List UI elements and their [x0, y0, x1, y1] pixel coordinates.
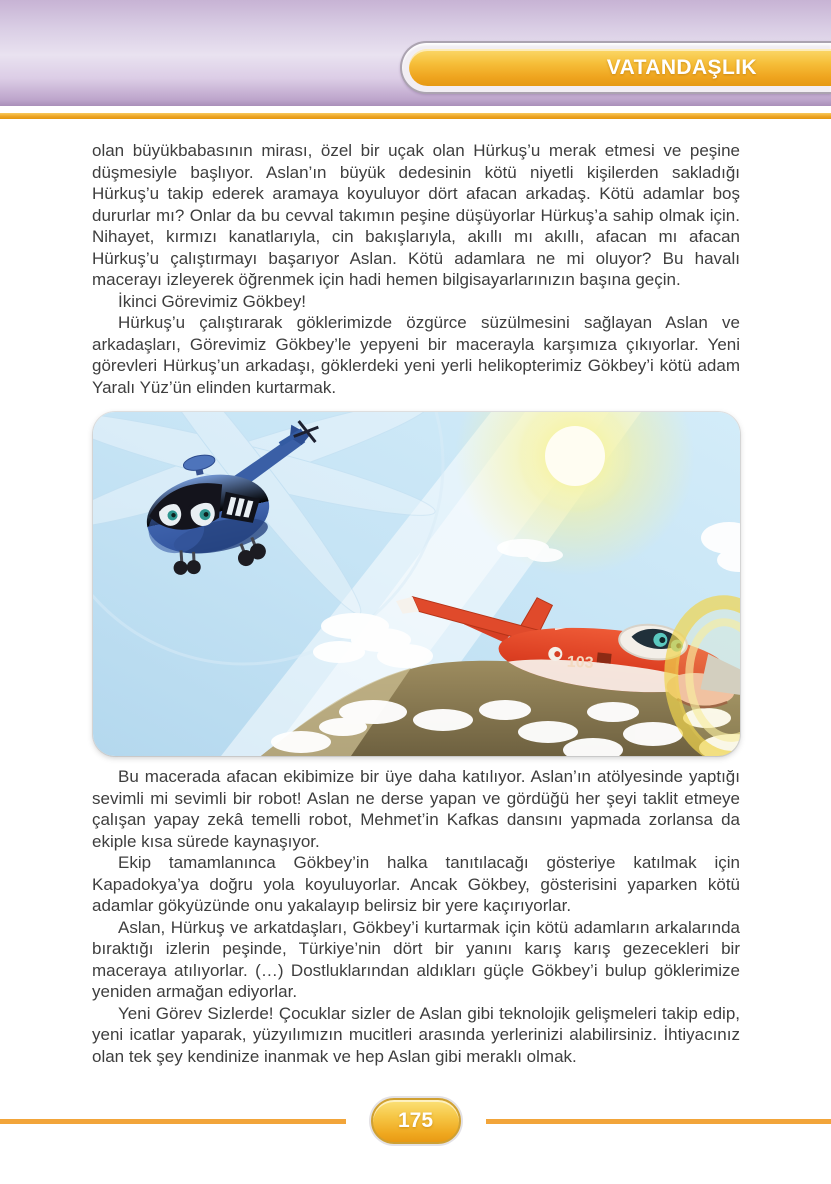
page-header	[0, 0, 831, 106]
page-body	[0, 119, 831, 1067]
section-title: VATANDAŞLIK	[606, 55, 757, 79]
page-number-badge	[371, 1098, 461, 1144]
page-footer	[0, 1098, 831, 1144]
page-number: 175	[397, 1109, 434, 1132]
header-title-pill	[400, 41, 831, 94]
header-title-pill-inner	[409, 49, 831, 86]
paragraph-7: Yeni Görev Sizlerde! Çocuklar sizler de Aslan gibi teknolojik gelişmeleri takip edip, yeni icatlar yaparak, yüzyılımızın mucitleri arasında yerlerinizi alabilirsiniz. İhtiyacınız olan tek şey kendinize inanmak ve hep Aslan gibi meraklı olmak.	[92, 1003, 740, 1066]
paragraph-1: olan büyükbabasının mirası, özel bir uçak olan Hürkuş’u merak etmesi ve peşine düşmesiyle başlıyor. Aslan’ın büyük dedesinin kötü niyetli kişilerden sakladığı Hürkuş’u takip ederek aramaya koyuluyor dört afacan arkadaş. Kötü adamlar boş dururlar mı? Onlar da bu cevval takımın peşine düşüyorlar Hürkuş’a sahip olmak için. Nihayet, kırmızı kanatlarıyla, cin bakışlarıyla, akıllı mı akıllı, afacan mı afacan Hürkuş’u çalıştırmayı başarıyor Aslan. Kötü adamlara ne mi oluyor? Bu havalı macerayı izleyerek öğrenmek için hadi hemen bilgisayarlarınızın başına geçin.	[92, 141, 740, 289]
paragraph-3: Hürkuş’u çalıştırarak göklerimizde özgürce süzülmesini sağlayan Aslan ve arkadaşları, Görevimiz Gökbey’le yepyeni bir macerayla karşımıza çıkıyorlar. Yeni görevleri Hürkuş’un arkadaşı, göklerdeki yeni yerli helikopterimiz Gökbey’i kötü adam Yaralı Yüz’ün elinden kurtarmak.	[92, 313, 740, 397]
footer-line-right	[486, 1119, 831, 1124]
paragraph-4: Bu macerada afacan ekibimize bir üye daha katılıyor. Aslan’ın atölyesinde yaptığı sevimli mi sevimli bir robot! Aslan ne derse yapan ve gördüğü her şeyi taklit etmeye çalışan yapay zekâ temelli robot, Mehmet’in Kafkas dansını yapmada zorlansa da ekiple kısa sürede kaynaşıyor.	[92, 767, 740, 851]
story-illustration	[93, 412, 740, 756]
paragraph-5: Ekip tamamlanınca Gökbey’in halka tanıtılacağı gösteriye katılmak için Kapadokya’ya doğru yola koyuluyorlar. Ancak Gökbey, gösterisini yaparken kötü adamlar gökyüzünde onu yakalayıp belirsiz bir yere kaçırıyorlar.	[92, 853, 740, 915]
paragraph-2: İkinci Görevimiz Gökbey!	[118, 291, 306, 311]
footer-line-left	[0, 1119, 346, 1124]
plane-marking: 103	[566, 653, 594, 672]
paragraph-6: Aslan, Hürkuş ve arkatdaşları, Gökbey’i kurtarmak için kötü adamların arkalarında bıraktığı izlerin peşinde, Türkiye’nin dört bir yanını karış karış gezecekleri bir maceraya atılıyorlar. (…) Dostluklarından aldıkları güçle Gökbey’i bulup göklerimize yeniden armağan ediyorlar.	[92, 917, 740, 1001]
